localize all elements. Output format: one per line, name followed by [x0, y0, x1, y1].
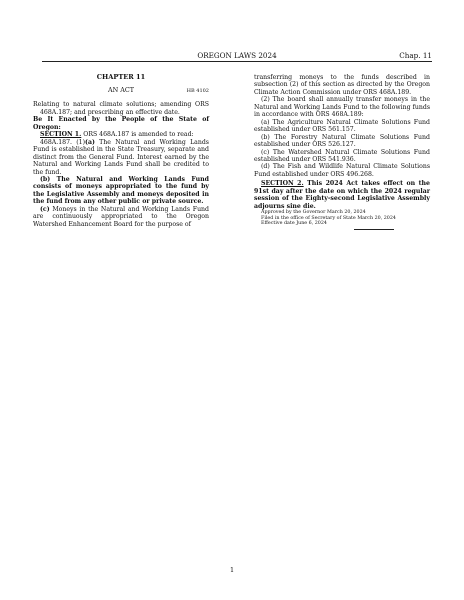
list-item-d: (d) The Fish and Wildlife Natural Climate Solutions Fund established under ORS 496.268.	[254, 163, 430, 178]
chapter-heading: CHAPTER 11	[96, 73, 146, 81]
subsection-1a-mark: (a)	[85, 138, 95, 146]
subsection-1c-text: Moneys in the Natural and Working Lands Fund are continuously appropriated to the Oregon Watershed Enhancement Board for the purpose of	[33, 205, 209, 228]
subsection-1a-text: The Natural and Working Lands Fund is established in the State Treasury, separate and distinct from the General Fund. Interest earned by the Natural and Working Lands Fund shall be credited to the fund.	[33, 138, 209, 176]
act-title-line	[33, 87, 209, 95]
closing-rule	[354, 229, 394, 230]
section-1-text: ORS 468A.187 is amended to read:	[81, 131, 194, 139]
subsection-1c	[33, 206, 209, 228]
running-header	[42, 51, 432, 62]
list-item-a: (a) The Agriculture Natural Climate Solutions Fund established under ORS 561.157.	[254, 118, 430, 134]
bill-number: HB 4102	[186, 88, 209, 95]
paragraph-2: (2) The board shall annually transfer moneys in the Natural and Working Lands Fund to the following funds in accordance with ORS 468A.189:	[254, 96, 430, 119]
subsection-1b: (b) The Natural and Working Lands Fund consists of moneys appropriated to the fund by the Legislative Assembly and moneys deposited in the fund from any other public or private source.	[33, 175, 209, 206]
relating-clause: Relating to natural climate solutions; amending ORS 468A.187; and prescribing an effective date.	[33, 101, 209, 116]
list-item-c: (c) The Watershed Natural Climate Solutions Fund established under ORS 541.936.	[254, 148, 430, 163]
section-2-text: This 2024 Act takes effect on the 91st day after the date on which the 2024 regular session of the Eighty-second Legislative Assembly adjourns sine die.	[254, 180, 430, 210]
act-title: AN ACT	[107, 86, 134, 95]
effective-note: Effective date June 6, 2024	[261, 221, 327, 227]
approved-note: Approved by the Governor March 20, 2024	[261, 210, 366, 216]
header-chapter: Chap. 11	[399, 51, 432, 60]
list-item-b: (b) The Forestry Natural Climate Solutions Fund established under ORS 526.127.	[254, 133, 430, 149]
filed-note: Filed in the office of Secretary of State March 20, 2024	[261, 215, 396, 221]
left-column	[33, 74, 209, 228]
subsection-1a	[33, 139, 209, 176]
subsection-1a-prefix: 468A.187. (1)	[40, 138, 86, 146]
continuation-text: transferring moneys to the funds described in subsection (2) of this section as directed by the Oregon Climate Action Commission under ORS 468A.189.	[254, 74, 430, 96]
right-column	[254, 74, 430, 230]
header-title: OREGON LAWS 2024	[197, 51, 277, 60]
subsection-1c-mark: (c)	[40, 205, 50, 213]
section-1-intro	[33, 131, 209, 138]
page-number: 1	[229, 566, 235, 574]
section-2	[254, 180, 430, 210]
enacting-clause: Be It Enacted by the People of the State of Oregon:	[33, 116, 209, 131]
section-1-label: SECTION 1.	[40, 131, 82, 139]
section-2-label: SECTION 2.	[261, 180, 304, 188]
